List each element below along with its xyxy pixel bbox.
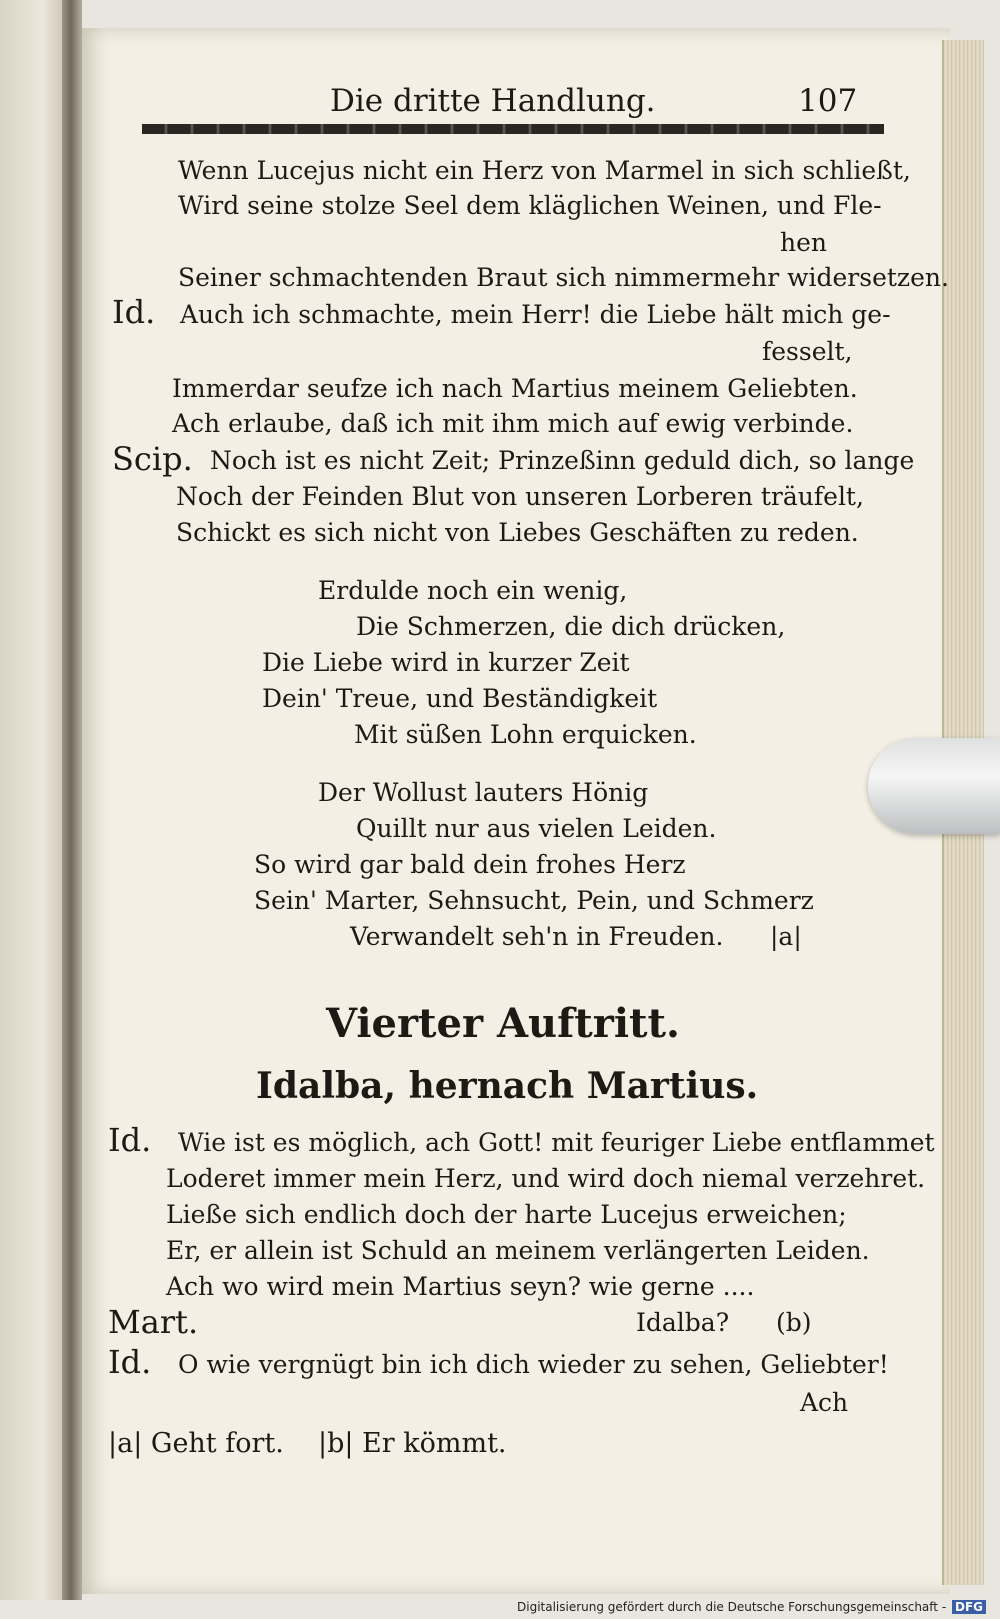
speech-line: Er, er allein ist Schuld an meinem verlängerten Leiden.: [166, 1236, 870, 1265]
footnote-marker: (b): [776, 1308, 812, 1337]
page-clip-icon: [868, 738, 1000, 834]
page-number: 107: [798, 83, 858, 119]
catchword: Ach: [800, 1388, 849, 1417]
aria-line: Die Liebe wird in kurzer Zeit: [262, 648, 630, 677]
speech-line: Auch ich schmachte, mein Herr! die Liebe hält mich ge-: [180, 300, 891, 329]
speaker-label: Mart.: [108, 1303, 199, 1341]
speech-line: Ach wo wird mein Martius seyn? wie gerne ....: [166, 1272, 755, 1301]
speech-line: Loderet immer mein Herz, und wird doch niemal verzehret.: [166, 1164, 926, 1193]
speech-line: O wie vergnügt bin ich dich wieder zu sehen, Geliebter!: [178, 1350, 889, 1379]
speech-line: Idalba?: [636, 1308, 730, 1337]
verse-line: Wird seine stolze Seel dem kläglichen Weinen, und Fle-: [178, 191, 882, 220]
aria-line: Dein' Treue, und Beständigkeit: [262, 684, 658, 713]
scene-title: Vierter Auftritt.: [326, 1000, 680, 1047]
aria-line: Der Wollust lauters Hönig: [318, 778, 649, 807]
aria-line: Erdulde noch ein wenig,: [318, 576, 628, 605]
speech-line: Noch ist es nicht Zeit; Prinzeßinn geduld dich, so lange: [210, 446, 915, 475]
running-title: Die dritte Handlung.: [330, 83, 656, 119]
digitization-credit: [517, 1600, 986, 1614]
header-rule: [142, 124, 884, 134]
footnote: |a| Geht fort.: [108, 1428, 284, 1459]
aria-line: Die Schmerzen, die dich drücken,: [356, 612, 786, 641]
footnote-marker: |a|: [770, 922, 802, 951]
credit-text: Digitalisierung gefördert durch die Deutsche Forschungsgemeinschaft -: [517, 1600, 947, 1614]
book-gutter: [62, 0, 82, 1600]
aria-line: Mit süßen Lohn erquicken.: [354, 720, 697, 749]
speaker-label: Scip.: [112, 440, 193, 478]
speech-line-turnover: fesselt,: [762, 337, 853, 366]
scene-characters: Idalba, hernach Martius.: [256, 1065, 759, 1107]
speaker-label: Id.: [108, 1343, 152, 1381]
speech-line: Ließe sich endlich doch der harte Lucejus erweichen;: [166, 1200, 847, 1229]
speech-line: Wie ist es möglich, ach Gott! mit feuriger Liebe entflammet: [178, 1128, 935, 1157]
speech-line: Ach erlaube, daß ich mit ihm mich auf ewig verbinde.: [172, 409, 854, 438]
aria-line: Sein' Marter, Sehnsucht, Pein, und Schmerz: [254, 886, 814, 915]
verse-line: Seiner schmachtenden Braut sich nimmermehr widersetzen.: [178, 263, 949, 292]
aria-line: Verwandelt seh'n in Freuden.: [350, 922, 724, 951]
speech-line: Immerdar seufze ich nach Martius meinem Geliebten.: [172, 374, 858, 403]
dfg-badge: DFG: [952, 1600, 986, 1614]
verse-line: Wenn Lucejus nicht ein Herz von Marmel in sich schließt,: [178, 156, 911, 185]
speech-line: Schickt es sich nicht von Liebes Geschäften zu reden.: [176, 518, 859, 547]
aria-line: Quillt nur aus vielen Leiden.: [356, 814, 717, 843]
speaker-label: Id.: [112, 293, 156, 331]
footnote: |b| Er kömmt.: [318, 1428, 507, 1459]
speaker-label: Id.: [108, 1121, 152, 1159]
aria-line: So wird gar bald dein frohes Herz: [254, 850, 686, 879]
verse-line-turnover: hen: [780, 228, 827, 257]
speech-line: Noch der Feinden Blut von unseren Lorberen träufelt,: [176, 482, 864, 511]
